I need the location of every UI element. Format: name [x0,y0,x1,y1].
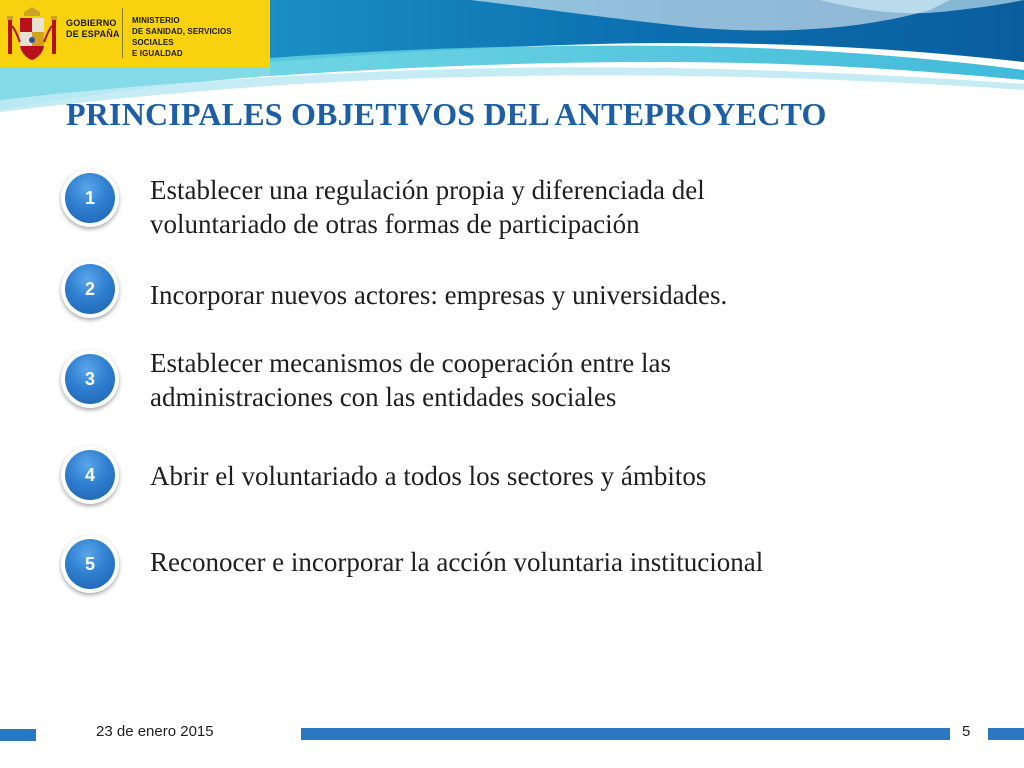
ministry-name [132,15,270,59]
objective-text [150,459,706,493]
objective-line-2: administraciones con las entidades sociales [150,382,617,412]
footer-date: 23 de enero 2015 [96,723,214,740]
objective-text [150,346,671,414]
number-badge [61,535,119,593]
number-badge [61,446,119,504]
number-badge [61,169,119,227]
number-badge [61,350,119,408]
ministry-line-2: DE SANIDAD, SERVICIOS SOCIALES [132,27,232,47]
objective-line-1: Incorporar nuevos actores: empresas y universidades. [150,280,728,310]
footer-bar [301,728,950,740]
footer-accent-right [988,728,1024,740]
objective-text [150,278,727,312]
ministry-line-1: MINISTERIO [132,16,180,25]
objective-line-1: Abrir el voluntariado a todos los sectores y ámbitos [150,461,707,491]
badge-number: 2 [65,264,115,314]
gov-line-2: DE ESPAÑA [66,29,120,39]
objective-line-2: voluntariado de otras formas de participación [150,209,640,239]
badge-number: 1 [65,173,115,223]
badge-number: 5 [65,539,115,589]
slide-title: PRINCIPALES OBJETIVOS DEL ANTEPROYECTO [66,96,827,132]
objective-line-1: Establecer una regulación propia y diferenciada del [150,175,705,205]
ministry-line-3: E IGUALDAD [132,49,183,58]
objective-text [150,173,705,241]
badge-number: 4 [65,450,115,500]
objective-line-1: Establecer mecanismos de cooperación entre las [150,348,672,378]
objective-text [150,545,763,579]
gov-line-1: GOBIERNO [66,18,117,28]
government-name [66,18,120,40]
badge-number: 3 [65,354,115,404]
page-number: 5 [962,723,971,740]
footer-accent-left [0,729,36,741]
logo-divider [122,8,123,58]
number-badge [61,260,119,318]
coat-of-arms-icon [6,6,58,62]
government-logo [0,0,270,67]
objective-line-1: Reconocer e incorporar la acción voluntaria institucional [150,547,764,577]
